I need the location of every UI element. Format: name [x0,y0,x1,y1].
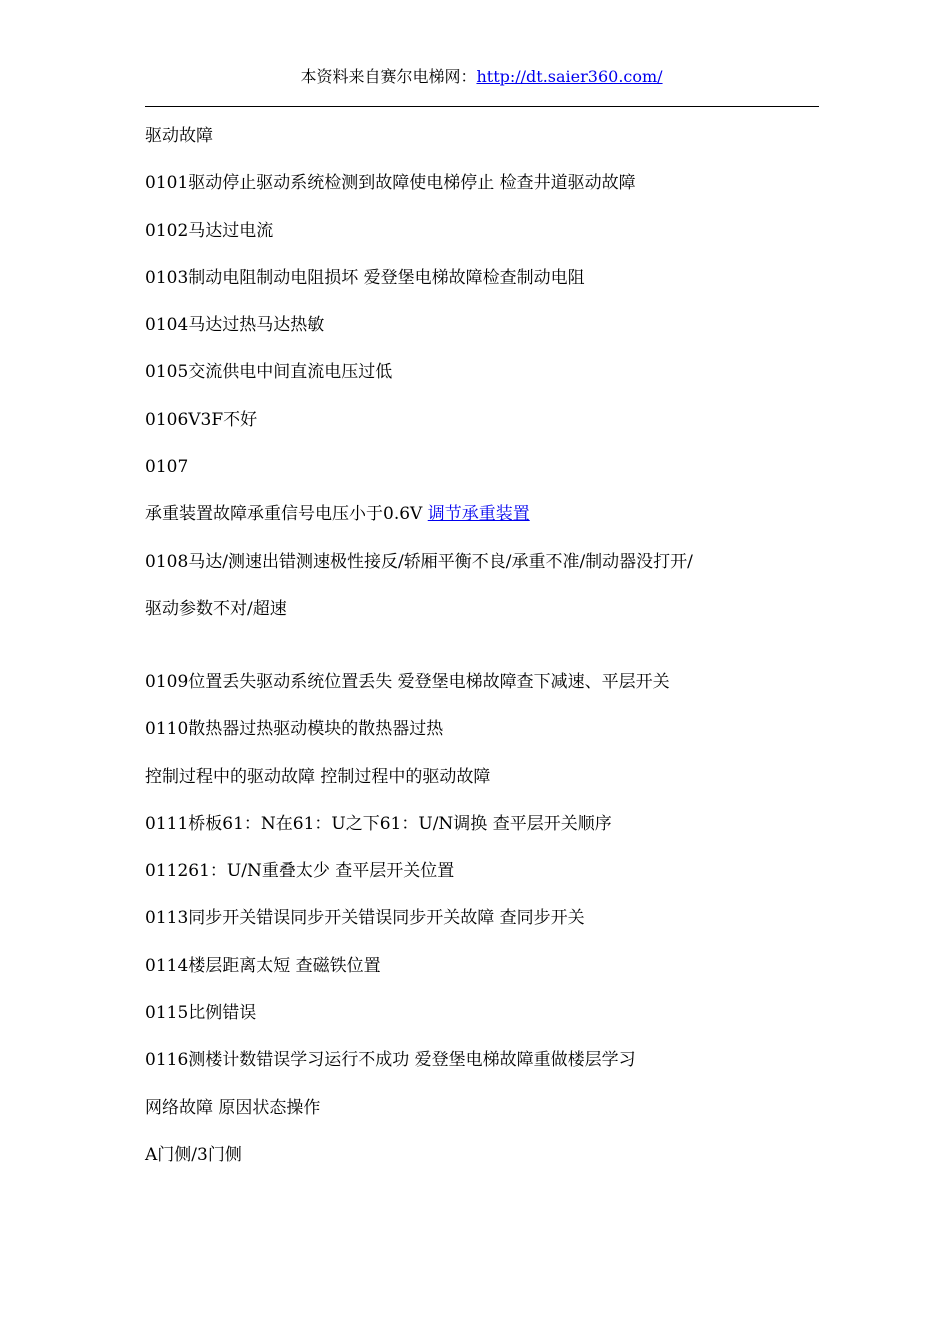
header-source-link[interactable]: http://dt.saier360.com/ [476,67,663,86]
fault-line-0116: 0116测楼计数错误学习运行不成功 爱登堡电梯故障重做楼层学习 [145,1050,636,1071]
fault-line-0111: 0111桥板61：N在61：U之下61：U/N调换 查平层开关顺序 [145,813,612,834]
fault-line-0102: 0102马达过电流 [145,220,274,241]
fault-line-0107-text: 承重装置故障承重信号电压小于0.6V [145,504,428,525]
fault-line-0110: 0110散热器过热驱动模块的散热器过热 [145,719,444,740]
section-heading-network-fault: 网络故障 原因状态操作 [145,1097,321,1118]
header-source-text: 本资料来自赛尔电梯网： [300,67,477,86]
fault-line-0114: 0114楼层距离太短 查磁铁位置 [145,955,381,976]
fault-line-0107-detail [145,502,819,526]
fault-line-0101: 0101驱动停止驱动系统检测到故障使电梯停止 检查井道驱动故障 [145,173,636,194]
fault-line-0103: 0103制动电阻制动电阻损坏 爱登堡电梯故障检查制动电阻 [145,267,585,288]
fault-line-0108: 0108马达/测速出错测速极性接反/轿厢平衡不良/承重不准/制动器没打开/ [145,551,693,572]
section-heading-drive-fault: 驱动故障 [145,126,213,146]
fault-line-0113: 0113同步开关错误同步开关错误同步开关故障 查同步开关 [145,908,585,929]
fault-line-0106: 0106V3F不好 [145,409,258,430]
header-divider [145,106,819,107]
fault-line-0112: 011261：U/N重叠太少 查平层开关位置 [145,861,455,882]
document-body [145,124,819,1190]
section-heading-control-drive-fault: 控制过程中的驱动故障 控制过程中的驱动故障 [145,766,491,787]
adjust-load-device-link[interactable]: 调节承重装置 [427,504,530,525]
fault-line-0115: 0115比例错误 [145,1003,257,1024]
door-side-line: A门侧/3门侧 [145,1144,242,1165]
fault-line-0105: 0105交流供电中间直流电压过低 [145,362,393,383]
fault-line-0104: 0104马达过热马达热敏 [145,315,325,336]
page-header [145,66,818,88]
fault-line-0108-cont: 驱动参数不对/超速 [145,598,287,619]
fault-line-0107: 0107 [145,457,189,478]
fault-line-0109: 0109位置丢失驱动系统位置丢失 爱登堡电梯故障查下减速、平层开关 [145,671,670,692]
